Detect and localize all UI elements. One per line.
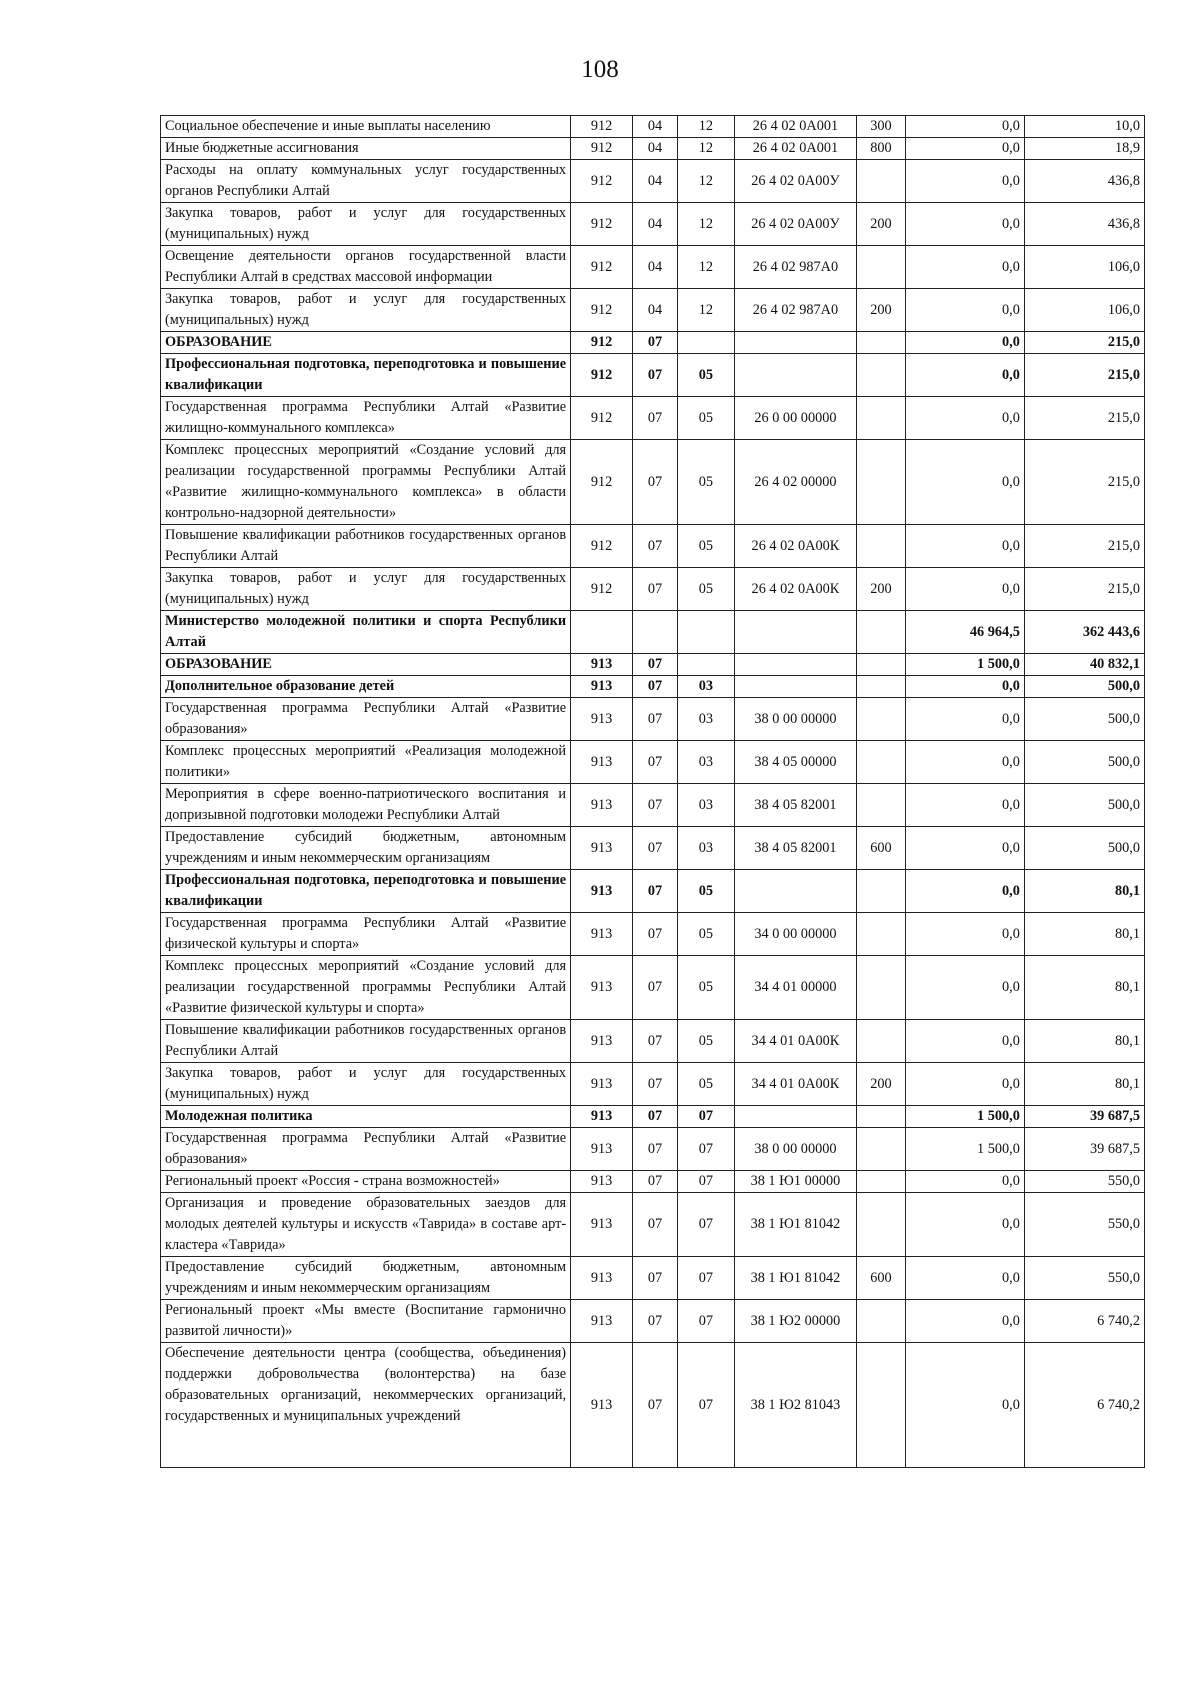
subsection-code-cell: 12 [677,160,734,203]
amount-2-cell: 362 443,6 [1024,611,1144,654]
expense-name-cell: Региональный проект «Россия - страна возможностей» [161,1171,571,1193]
subsection-code-cell: 03 [677,827,734,870]
amount-1-cell: 0,0 [905,1063,1024,1106]
table-row [161,354,1145,397]
table-row [161,568,1145,611]
section-code-cell: 07 [633,397,678,440]
administrator-code-cell: 913 [571,784,633,827]
administrator-code-cell: 912 [571,440,633,525]
table-row [161,1106,1145,1128]
subsection-code-cell: 05 [677,354,734,397]
subsection-code-cell: 12 [677,203,734,246]
amount-1-cell: 0,0 [905,203,1024,246]
expense-type-cell: 200 [857,1063,906,1106]
target-article-cell [734,332,856,354]
amount-2-cell: 550,0 [1024,1193,1144,1257]
subsection-code-cell: 07 [677,1300,734,1343]
administrator-code-cell: 913 [571,1106,633,1128]
target-article-cell: 38 4 05 00000 [734,741,856,784]
target-article-cell: 38 1 Ю1 81042 [734,1193,856,1257]
administrator-code-cell: 913 [571,1020,633,1063]
administrator-code-cell: 912 [571,397,633,440]
target-article-cell: 38 0 00 00000 [734,698,856,741]
expense-type-cell: 200 [857,203,906,246]
amount-1-cell: 46 964,5 [905,611,1024,654]
section-code-cell: 07 [633,440,678,525]
section-code-cell: 07 [633,1257,678,1300]
subsection-code-cell: 05 [677,568,734,611]
table-row [161,138,1145,160]
amount-2-cell: 215,0 [1024,354,1144,397]
amount-2-cell: 436,8 [1024,160,1144,203]
administrator-code-cell: 912 [571,289,633,332]
amount-1-cell: 1 500,0 [905,1106,1024,1128]
amount-2-cell: 215,0 [1024,525,1144,568]
subsection-code-cell: 12 [677,116,734,138]
section-code-cell: 07 [633,870,678,913]
section-code-cell: 07 [633,1020,678,1063]
administrator-code-cell: 913 [571,1063,633,1106]
amount-1-cell: 0,0 [905,1020,1024,1063]
target-article-cell: 26 4 02 0А00К [734,568,856,611]
table-row [161,1020,1145,1063]
amount-2-cell: 106,0 [1024,246,1144,289]
table-row [161,160,1145,203]
administrator-code-cell: 913 [571,956,633,1020]
amount-1-cell: 0,0 [905,354,1024,397]
expense-type-cell: 800 [857,138,906,160]
amount-1-cell: 0,0 [905,116,1024,138]
section-code-cell: 07 [633,654,678,676]
page-number: 108 [581,56,619,83]
amount-2-cell: 80,1 [1024,1063,1144,1106]
administrator-code-cell: 912 [571,525,633,568]
amount-1-cell: 0,0 [905,784,1024,827]
expense-type-cell [857,1020,906,1063]
target-article-cell: 38 4 05 82001 [734,784,856,827]
target-article-cell: 26 4 02 987А0 [734,246,856,289]
expense-name-cell: Комплекс процессных мероприятий «Создание условий для реализации государственной программы Республики Алтай «Развитие физической культуры и спорта» [161,956,571,1020]
amount-2-cell: 80,1 [1024,1020,1144,1063]
section-code-cell: 07 [633,741,678,784]
target-article-cell: 34 4 01 00000 [734,956,856,1020]
section-code-cell: 04 [633,160,678,203]
expense-name-cell: Региональный проект «Мы вместе (Воспитание гармонично развитой личности)» [161,1300,571,1343]
section-code-cell: 07 [633,784,678,827]
table-row [161,332,1145,354]
section-code-cell: 07 [633,354,678,397]
expense-type-cell [857,676,906,698]
target-article-cell: 26 4 02 987А0 [734,289,856,332]
table-row [161,870,1145,913]
amount-1-cell: 0,0 [905,741,1024,784]
expense-name-cell: Обеспечение деятельности центра (сообщества, объединения) поддержки добровольчества (волонтерства) на базе образовательных организаций, некоммерческих организаций, государственных и муниципальных учреждений [161,1343,571,1468]
amount-2-cell: 500,0 [1024,741,1144,784]
expense-name-cell: Закупка товаров, работ и услуг для государственных (муниципальных) нужд [161,203,571,246]
expense-name-cell: Иные бюджетные ассигнования [161,138,571,160]
table-row [161,1171,1145,1193]
expense-name-cell: Комплекс процессных мероприятий «Создание условий для реализации государственной программы Республики Алтай «Развитие жилищно-коммунального комплекса» в области контрольно-надзорной деятельности» [161,440,571,525]
subsection-code-cell [677,332,734,354]
expense-type-cell [857,654,906,676]
target-article-cell: 38 0 00 00000 [734,1128,856,1171]
subsection-code-cell: 03 [677,741,734,784]
expense-type-cell [857,1106,906,1128]
table-row [161,676,1145,698]
section-code-cell: 07 [633,1128,678,1171]
amount-1-cell: 1 500,0 [905,654,1024,676]
subsection-code-cell: 05 [677,397,734,440]
expense-type-cell [857,784,906,827]
table-row [161,698,1145,741]
expense-type-cell [857,611,906,654]
expense-name-cell: Социальное обеспечение и иные выплаты населению [161,116,571,138]
expense-name-cell: Закупка товаров, работ и услуг для государственных (муниципальных) нужд [161,1063,571,1106]
administrator-code-cell: 912 [571,116,633,138]
section-code-cell: 04 [633,246,678,289]
amount-1-cell: 1 500,0 [905,1128,1024,1171]
amount-1-cell: 0,0 [905,138,1024,160]
expense-name-cell: Государственная программа Республики Алтай «Развитие физической культуры и спорта» [161,913,571,956]
administrator-code-cell: 912 [571,246,633,289]
administrator-code-cell: 913 [571,827,633,870]
subsection-code-cell [677,654,734,676]
expense-type-cell: 200 [857,568,906,611]
administrator-code-cell: 912 [571,568,633,611]
expense-type-cell [857,1300,906,1343]
section-code-cell: 07 [633,568,678,611]
amount-2-cell: 500,0 [1024,784,1144,827]
target-article-cell: 38 1 Ю1 81042 [734,1257,856,1300]
expense-name-cell: ОБРАЗОВАНИЕ [161,332,571,354]
section-code-cell: 07 [633,1171,678,1193]
expense-type-cell [857,956,906,1020]
section-code-cell: 07 [633,676,678,698]
target-article-cell: 34 0 00 00000 [734,913,856,956]
expense-name-cell: Дополнительное образование детей [161,676,571,698]
administrator-code-cell: 912 [571,203,633,246]
table-row [161,440,1145,525]
subsection-code-cell: 05 [677,1020,734,1063]
expense-name-cell: Государственная программа Республики Алтай «Развитие жилищно-коммунального комплекса» [161,397,571,440]
amount-2-cell: 550,0 [1024,1171,1144,1193]
amount-1-cell: 0,0 [905,1171,1024,1193]
administrator-code-cell: 913 [571,698,633,741]
expense-type-cell [857,354,906,397]
table-row [161,203,1145,246]
section-code-cell: 07 [633,1106,678,1128]
table-row [161,397,1145,440]
target-article-cell: 38 1 Ю1 00000 [734,1171,856,1193]
amount-2-cell: 18,9 [1024,138,1144,160]
expense-type-cell [857,741,906,784]
section-code-cell: 07 [633,1063,678,1106]
expense-name-cell: Повышение квалификации работников государственных органов Республики Алтай [161,1020,571,1063]
subsection-code-cell: 05 [677,525,734,568]
amount-1-cell: 0,0 [905,913,1024,956]
section-code-cell: 04 [633,289,678,332]
amount-2-cell: 39 687,5 [1024,1128,1144,1171]
amount-2-cell: 500,0 [1024,676,1144,698]
subsection-code-cell: 12 [677,289,734,332]
subsection-code-cell: 05 [677,956,734,1020]
amount-1-cell: 0,0 [905,827,1024,870]
target-article-cell [734,354,856,397]
amount-1-cell: 0,0 [905,246,1024,289]
section-code-cell: 07 [633,1300,678,1343]
expense-type-cell [857,913,906,956]
expense-name-cell: Расходы на оплату коммунальных услуг государственных органов Республики Алтай [161,160,571,203]
table-row [161,827,1145,870]
amount-2-cell: 215,0 [1024,568,1144,611]
target-article-cell: 38 4 05 82001 [734,827,856,870]
administrator-code-cell: 913 [571,741,633,784]
administrator-code-cell: 912 [571,160,633,203]
expense-name-cell: Закупка товаров, работ и услуг для государственных (муниципальных) нужд [161,568,571,611]
budget-table [160,115,1145,1468]
subsection-code-cell [677,611,734,654]
expense-type-cell [857,525,906,568]
table-row [161,913,1145,956]
amount-2-cell: 436,8 [1024,203,1144,246]
target-article-cell: 26 4 02 0А00У [734,203,856,246]
subsection-code-cell: 07 [677,1171,734,1193]
expense-type-cell: 600 [857,1257,906,1300]
expense-type-cell [857,1128,906,1171]
administrator-code-cell: 912 [571,332,633,354]
expense-name-cell: Предоставление субсидий бюджетным, автономным учреждениям и иным некоммерческим организациям [161,827,571,870]
expense-name-cell: Освещение деятельности органов государственной власти Республики Алтай в средствах массовой информации [161,246,571,289]
administrator-code-cell: 913 [571,1128,633,1171]
table-row [161,246,1145,289]
administrator-code-cell: 913 [571,1171,633,1193]
target-article-cell: 38 1 Ю2 00000 [734,1300,856,1343]
subsection-code-cell: 12 [677,138,734,160]
target-article-cell: 34 4 01 0А00К [734,1063,856,1106]
expense-type-cell [857,332,906,354]
target-article-cell [734,1106,856,1128]
budget-table-body [161,116,1145,1468]
table-row [161,1343,1145,1468]
administrator-code-cell: 912 [571,354,633,397]
section-code-cell [633,611,678,654]
amount-1-cell: 0,0 [905,698,1024,741]
table-row [161,956,1145,1020]
expense-type-cell [857,246,906,289]
target-article-cell [734,676,856,698]
administrator-code-cell: 913 [571,913,633,956]
expense-name-cell: ОБРАЗОВАНИЕ [161,654,571,676]
expense-type-cell [857,160,906,203]
amount-2-cell: 500,0 [1024,827,1144,870]
section-code-cell: 07 [633,698,678,741]
table-row [161,784,1145,827]
subsection-code-cell: 05 [677,870,734,913]
section-code-cell: 07 [633,1343,678,1468]
amount-1-cell: 0,0 [905,332,1024,354]
amount-1-cell: 0,0 [905,440,1024,525]
target-article-cell: 34 4 01 0А00К [734,1020,856,1063]
table-row [161,741,1145,784]
amount-1-cell: 0,0 [905,525,1024,568]
expense-name-cell: Мероприятия в сфере военно-патриотического воспитания и допризывной подготовки молодежи Республики Алтай [161,784,571,827]
expense-name-cell: Повышение квалификации работников государственных органов Республики Алтай [161,525,571,568]
administrator-code-cell: 912 [571,138,633,160]
table-row [161,1257,1145,1300]
amount-1-cell: 0,0 [905,1300,1024,1343]
amount-1-cell: 0,0 [905,870,1024,913]
section-code-cell: 07 [633,913,678,956]
subsection-code-cell: 07 [677,1128,734,1171]
expense-type-cell [857,870,906,913]
subsection-code-cell: 07 [677,1193,734,1257]
expense-type-cell: 200 [857,289,906,332]
expense-name-cell: Закупка товаров, работ и услуг для государственных (муниципальных) нужд [161,289,571,332]
section-code-cell: 04 [633,116,678,138]
target-article-cell: 26 4 02 0А001 [734,116,856,138]
expense-name-cell: Государственная программа Республики Алтай «Развитие образования» [161,698,571,741]
section-code-cell: 07 [633,332,678,354]
expense-type-cell [857,397,906,440]
subsection-code-cell: 03 [677,676,734,698]
subsection-code-cell: 07 [677,1343,734,1468]
amount-2-cell: 550,0 [1024,1257,1144,1300]
amount-2-cell: 80,1 [1024,956,1144,1020]
expense-name-cell: Министерство молодежной политики и спорта Республики Алтай [161,611,571,654]
table-row [161,116,1145,138]
administrator-code-cell [571,611,633,654]
amount-1-cell: 0,0 [905,397,1024,440]
amount-1-cell: 0,0 [905,568,1024,611]
administrator-code-cell: 913 [571,1193,633,1257]
expense-name-cell: Организация и проведение образовательных заездов для молодых деятелей культуры и искусств «Таврида» в составе арт-кластера «Таврида» [161,1193,571,1257]
amount-2-cell: 10,0 [1024,116,1144,138]
target-article-cell: 26 4 02 0А00У [734,160,856,203]
expense-type-cell [857,440,906,525]
expense-name-cell: Государственная программа Республики Алтай «Развитие образования» [161,1128,571,1171]
administrator-code-cell: 913 [571,870,633,913]
target-article-cell: 26 4 02 0А00К [734,525,856,568]
section-code-cell: 04 [633,138,678,160]
subsection-code-cell: 05 [677,1063,734,1106]
expense-name-cell: Профессиональная подготовка, переподготовка и повышение квалификации [161,354,571,397]
table-row [161,289,1145,332]
subsection-code-cell: 07 [677,1106,734,1128]
target-article-cell [734,611,856,654]
table-row [161,1128,1145,1171]
amount-2-cell: 40 832,1 [1024,654,1144,676]
amount-1-cell: 0,0 [905,1193,1024,1257]
target-article-cell: 26 4 02 00000 [734,440,856,525]
section-code-cell: 07 [633,956,678,1020]
table-row [161,654,1145,676]
expense-type-cell: 300 [857,116,906,138]
expense-type-cell [857,1343,906,1468]
expense-type-cell [857,698,906,741]
amount-2-cell: 80,1 [1024,913,1144,956]
amount-1-cell: 0,0 [905,676,1024,698]
administrator-code-cell: 913 [571,1300,633,1343]
subsection-code-cell: 05 [677,913,734,956]
administrator-code-cell: 913 [571,654,633,676]
section-code-cell: 07 [633,1193,678,1257]
table-row [161,1300,1145,1343]
amount-2-cell: 106,0 [1024,289,1144,332]
subsection-code-cell: 03 [677,698,734,741]
section-code-cell: 07 [633,827,678,870]
subsection-code-cell: 05 [677,440,734,525]
subsection-code-cell: 12 [677,246,734,289]
table-row [161,1193,1145,1257]
expense-name-cell: Предоставление субсидий бюджетным, автономным учреждениям и иным некоммерческим организациям [161,1257,571,1300]
amount-1-cell: 0,0 [905,1257,1024,1300]
table-row [161,1063,1145,1106]
administrator-code-cell: 913 [571,676,633,698]
expense-name-cell: Молодежная политика [161,1106,571,1128]
subsection-code-cell: 03 [677,784,734,827]
amount-2-cell: 215,0 [1024,397,1144,440]
subsection-code-cell: 07 [677,1257,734,1300]
amount-2-cell: 80,1 [1024,870,1144,913]
expense-type-cell [857,1193,906,1257]
expense-type-cell: 600 [857,827,906,870]
amount-1-cell: 0,0 [905,956,1024,1020]
amount-1-cell: 0,0 [905,289,1024,332]
target-article-cell: 38 1 Ю2 81043 [734,1343,856,1468]
section-code-cell: 07 [633,525,678,568]
amount-2-cell: 500,0 [1024,698,1144,741]
expense-name-cell: Комплекс процессных мероприятий «Реализация молодежной политики» [161,741,571,784]
table-row [161,611,1145,654]
target-article-cell: 26 0 00 00000 [734,397,856,440]
target-article-cell: 26 4 02 0А001 [734,138,856,160]
amount-2-cell: 215,0 [1024,332,1144,354]
expense-type-cell [857,1171,906,1193]
administrator-code-cell: 913 [571,1343,633,1468]
amount-2-cell: 39 687,5 [1024,1106,1144,1128]
table-row [161,525,1145,568]
administrator-code-cell: 913 [571,1257,633,1300]
amount-2-cell: 215,0 [1024,440,1144,525]
expense-name-cell: Профессиональная подготовка, переподготовка и повышение квалификации [161,870,571,913]
amount-1-cell: 0,0 [905,160,1024,203]
amount-2-cell: 6 740,2 [1024,1343,1144,1468]
amount-1-cell: 0,0 [905,1343,1024,1468]
amount-2-cell: 6 740,2 [1024,1300,1144,1343]
target-article-cell [734,654,856,676]
section-code-cell: 04 [633,203,678,246]
target-article-cell [734,870,856,913]
